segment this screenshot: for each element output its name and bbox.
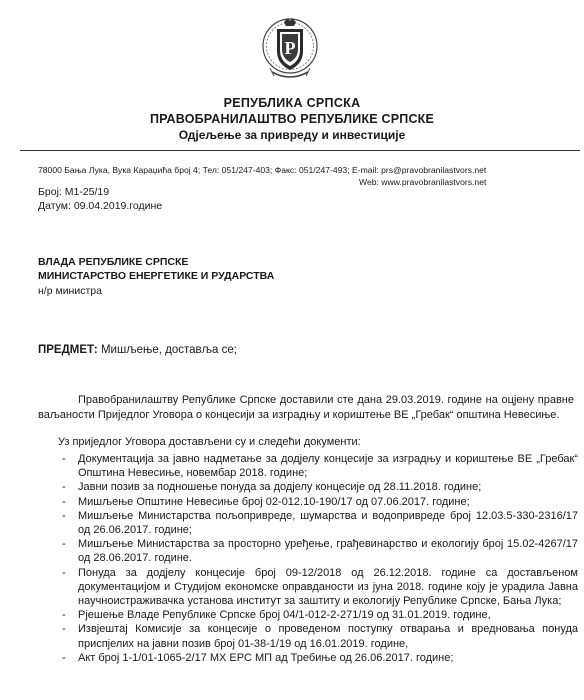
- list-dash: -: [62, 481, 66, 494]
- list-item: [62, 495, 578, 509]
- list-dash: -: [62, 453, 66, 465]
- list-dash: -: [62, 538, 66, 551]
- contact-line: 78000 Бања Лука, Вука Караџића број 4; Тел: 051/247-403; Факс: 051/247-493; E-mail: prs@pravobranilastvors.net: [38, 165, 487, 175]
- list-item-text: Јавни позив за подношење понуда за додјелу концесије од 28.11.2018. године;: [78, 481, 482, 494]
- svg-text:Р: Р: [284, 38, 296, 58]
- addressee-government: ВЛАДА РЕПУБЛИКЕ СРПСКЕ: [38, 256, 189, 268]
- documents-list: [62, 452, 578, 665]
- list-item: [62, 608, 578, 622]
- coat-of-arms-emblem: [258, 16, 322, 84]
- list-item-text: Рјешење Владе Републике Српске број 04/1-012-2-271/19 од 31.01.2019. године,: [78, 609, 491, 622]
- list-dash: -: [62, 623, 66, 636]
- addressee-attention: н/р министра: [38, 285, 102, 297]
- documents-intro: Уз приједлог Уговора достављени су и следећи документи:: [58, 436, 361, 448]
- list-item: [62, 651, 578, 665]
- list-item: [62, 452, 578, 480]
- reference-number: Број: М1-25/19: [38, 186, 110, 198]
- list-item-text: Мишљење Министарства пољопривреде, шумарства и водопривреде број 12.03.5-330-2316/17 од 26.06.2017. године;: [78, 509, 578, 537]
- list-item-text: Документација за јавно надметање за додјелу концесије за изградњу и кориштење ВЕ „Гребак“ Општина Невесиње, новембар 2018. године;: [78, 453, 578, 480]
- list-item-text: Мишљење Општине Невесиње број 02-012.10-190/17 од 07.06.2017. године;: [78, 495, 470, 508]
- list-dash: -: [62, 566, 66, 579]
- header-institution: ПРАВОБРАНИЛАШТВО РЕПУБЛИКЕ СРПСКЕ: [149, 112, 435, 126]
- subject-label: ПРЕДМЕТ:: [38, 344, 98, 356]
- reference-date: Датум: 09.04.2019.године: [38, 200, 163, 212]
- list-item: [62, 622, 578, 650]
- list-item: [62, 509, 578, 537]
- list-dash: -: [62, 495, 66, 508]
- list-dash: -: [62, 609, 66, 622]
- body-paragraph: Правобранилаштву Републике Српске доставили сте дана 29.03.2019. године на оцјену правне ваљаности Приједлог Уговора о концесији за изградњу и кориштење ВЕ „Гребак“ општина Невесиње.: [38, 394, 574, 421]
- list-item: [62, 566, 578, 609]
- header-department: Одјељење за привреду и инвестиције: [178, 128, 406, 142]
- web-line: Web: www.pravobranilastvors.net: [359, 177, 487, 187]
- subject-text: Мишљење, доставља се;: [97, 344, 237, 356]
- addressee-ministry: МИНИСТАРСТВО ЕНЕРГЕТИКЕ И РУДАРСТВА: [38, 270, 275, 282]
- subject-line: [38, 344, 237, 356]
- list-item-text: Акт број 1-1/01-1065-2/17 МХ ЕРС МП ад Требиње од 26.06.2017. године;: [78, 651, 454, 664]
- list-item: [62, 480, 578, 494]
- list-item-text: Мишљење Министарства за просторно уређење, грађевинарство и екологију број 15.02-4267/17 од 28.06.2017. године.: [78, 538, 578, 565]
- header-divider: [20, 150, 580, 151]
- header-republic: РЕПУБЛИКА СРПСКА: [223, 96, 361, 110]
- list-dash: -: [62, 651, 66, 664]
- list-item: [62, 537, 578, 565]
- list-item-text: Извјештај Комисије за концесије о проведеном поступку отварања и вредновања понуда приспјелих на јавни позив број 01-38-1/19 од 16.01.2019. године,: [78, 623, 578, 650]
- list-item-text: Понуда за додјелу концесије број 09-12/2018 од 26.12.2018. године са достављеном документацијом и Студијом економске оправданости из јуна 2018. године коју је урадила Јавна научноистраживачка установа институт за заштиту и екологију Републике Српске, Бања Лука;: [78, 566, 578, 608]
- list-dash: -: [62, 509, 66, 522]
